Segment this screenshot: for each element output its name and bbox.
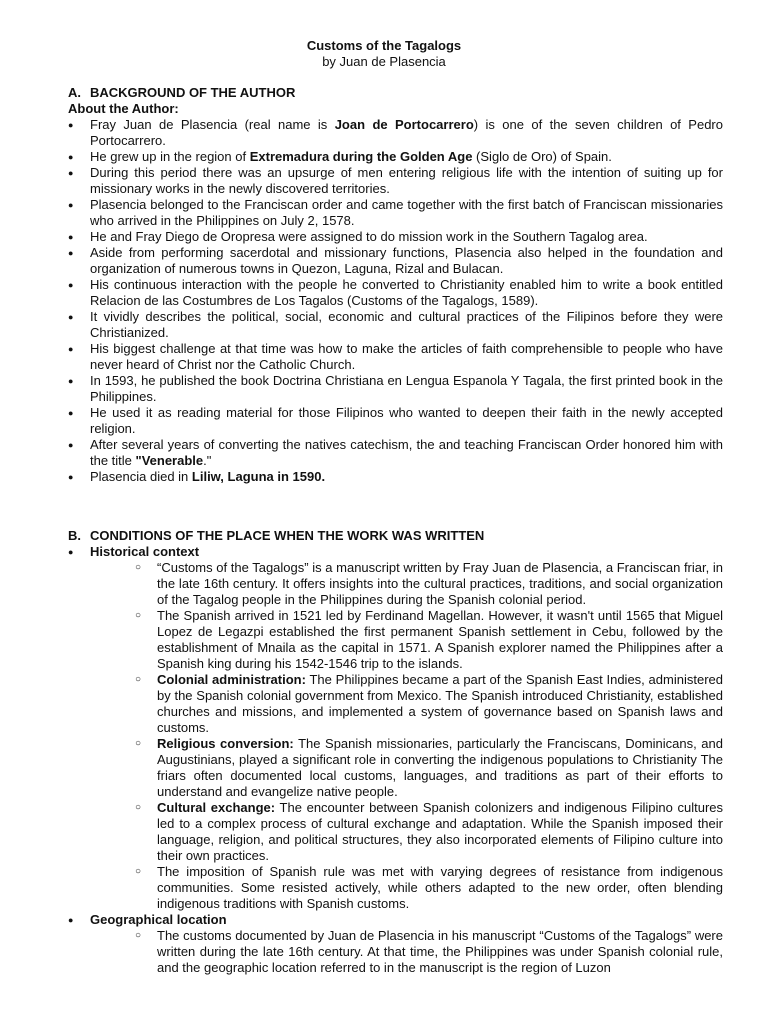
item-text: In 1593, he published the book Doctrina Christiana en Lengua Espanola Y Tagala, the first printed book in the Philippines. <box>90 373 723 404</box>
sublist-item-text: The Spanish arrived in 1521 led by Ferdinand Magellan. However, it wasn't until 1565 that Miguel Lopez de Legazpi established the first permanent Spanish settlement in Cebu, followed by the establishment of Mnaila as the capital in 1571. A Spanish explorer named the Philippines after a Spanish king during his 1542-1546 trip to the islands. <box>157 608 723 671</box>
context-group <box>68 912 723 976</box>
item-text: Plasencia died in <box>90 469 192 484</box>
sublist-item <box>135 864 723 912</box>
item-emphasis: Extremadura during the Golden Age <box>249 149 473 164</box>
list-item <box>68 197 723 229</box>
list-item <box>68 405 723 437</box>
sublist-item <box>135 560 723 608</box>
item-text-end: (Siglo de Oro) of Spain. <box>472 149 612 164</box>
sublist-item-text: The customs documented by Juan de Plasencia in his manuscript “Customs of the Tagalogs” were written during the late 16th century. At that time, the Philippines was under Spanish colonial rule, and the geographic location referred to in the manuscript is the region of Luzon <box>157 928 723 975</box>
sublist-item-text: “Customs of the Tagalogs” is a manuscript written by Fray Juan de Plasencia, a Franciscan friar, in the late 16th century. It offers insights into the cultural practices, traditions, and social organization of the Tagalog people in the Philippines during the Spanish colonial period. <box>157 560 723 607</box>
list-item <box>68 229 723 245</box>
list-item <box>68 245 723 277</box>
item-text: His biggest challenge at that time was how to make the articles of faith comprehensible to people who have never heard of Christ nor the Catholic Church. <box>90 341 723 372</box>
item-text-end: ." <box>203 453 212 468</box>
sublist-item-text: The Spanish missionaries, particularly the Franciscans, Dominicans, and Augustinians, played a significant role in converting the indigenous populations to Christianity The friars often documented local customs, languages, and traditions as part of their efforts to understand and evangelize native people. <box>157 736 723 799</box>
sublist-item <box>135 800 723 864</box>
section-a-label: A. <box>68 85 81 100</box>
item-text: Plasencia belonged to the Franciscan order and came together with the first batch of Franciscan missionaries who arrived in the Philippines on July 2, 1578. <box>90 197 723 228</box>
sublist-item-text: The Philippines became a part of the Spanish East Indies, administered by the Spanish colonial government from Mexico. The Spanish introduced Christianity, established churches and missions, and implemented a system of governance based on Spanish laws and customs. <box>157 672 723 735</box>
sublist-item-heading: Religious conversion: <box>157 736 294 751</box>
list-item <box>68 469 723 485</box>
context-sublist <box>90 560 723 912</box>
list-item <box>68 165 723 197</box>
item-text: He used it as reading material for those Filipinos who wanted to deepen their faith in the newly accepted religion. <box>90 405 723 436</box>
list-item <box>68 117 723 149</box>
about-author-subheading: About the Author: <box>68 101 179 116</box>
item-text: It vividly describes the political, social, economic and cultural practices of the Filipinos before they were Christianized. <box>90 309 723 340</box>
sublist-item <box>135 736 723 800</box>
sublist-item-text: The encounter between Spanish colonizers and indigenous Filipino cultures led to a complex process of cultural exchange and adaptation. While the Spanish imposed their language, religion, and political structures, they also incorporated elements of Filipino culture into their own practices. <box>157 800 723 863</box>
list-item <box>68 309 723 341</box>
author-facts-list <box>68 117 723 485</box>
section-background-author <box>68 85 723 485</box>
section-b-heading-text: CONDITIONS OF THE PLACE WHEN THE WORK WAS WRITTEN <box>90 528 485 543</box>
list-item <box>68 341 723 373</box>
section-a-heading-text: BACKGROUND OF THE AUTHOR <box>90 85 296 100</box>
item-text: Aside from performing sacerdotal and missionary functions, Plasencia also helped in the foundation and organization of numerous towns in Quezon, Laguna, Rizal and Bulacan. <box>90 245 723 276</box>
context-group-title: Historical context <box>90 544 200 559</box>
sublist-item <box>135 608 723 672</box>
item-text: He grew up in the region of <box>90 149 250 164</box>
sublist-item-heading: Cultural exchange: <box>157 800 276 815</box>
document-subtitle: by Juan de Plasencia <box>322 54 446 69</box>
item-emphasis: "Venerable <box>135 453 204 468</box>
item-text: Fray Juan de Plasencia (real name is <box>90 117 335 132</box>
section-b-heading <box>68 528 723 544</box>
list-item <box>68 373 723 405</box>
conditions-groups-list <box>68 544 723 976</box>
item-emphasis: Joan de Portocarrero <box>334 117 474 132</box>
item-emphasis: Liliw, Laguna in 1590. <box>191 469 326 484</box>
context-group <box>68 544 723 912</box>
item-text: He and Fray Diego de Oropresa were assigned to do mission work in the Southern Tagalog area. <box>90 229 648 244</box>
section-b-label: B. <box>68 528 81 543</box>
section-a-heading <box>68 85 723 101</box>
item-text: During this period there was an upsurge of men entering religious life with the intention of suiting up for missionary works in the newly discovered territories. <box>90 165 723 196</box>
context-sublist <box>90 928 723 976</box>
document-title: Customs of the Tagalogs <box>306 38 462 53</box>
sublist-item <box>135 672 723 736</box>
sublist-item-text: The imposition of Spanish rule was met with varying degrees of resistance from indigenous communities. Some resisted actively, while others adapted to the new order, often blending indigenous traditions with Spanish customs. <box>157 864 723 911</box>
list-item <box>68 437 723 469</box>
list-item <box>68 277 723 309</box>
item-text: His continuous interaction with the people he converted to Christianity enabled him to write a book entitled Relacion de las Costumbres de Los Tagalos (Customs of the Tagalogs, 1589). <box>90 277 723 308</box>
item-text: After several years of converting the natives catechism, the and teaching Franciscan Order honored him with the title <box>90 437 723 468</box>
list-item <box>68 149 723 165</box>
section-conditions <box>68 528 723 976</box>
item-text-end: ) is one of the seven children of Pedro Portocarrero. <box>90 117 723 148</box>
sublist-item <box>135 928 723 976</box>
sublist-item-heading: Colonial administration: <box>157 672 306 687</box>
context-group-title: Geographical location <box>90 912 227 927</box>
